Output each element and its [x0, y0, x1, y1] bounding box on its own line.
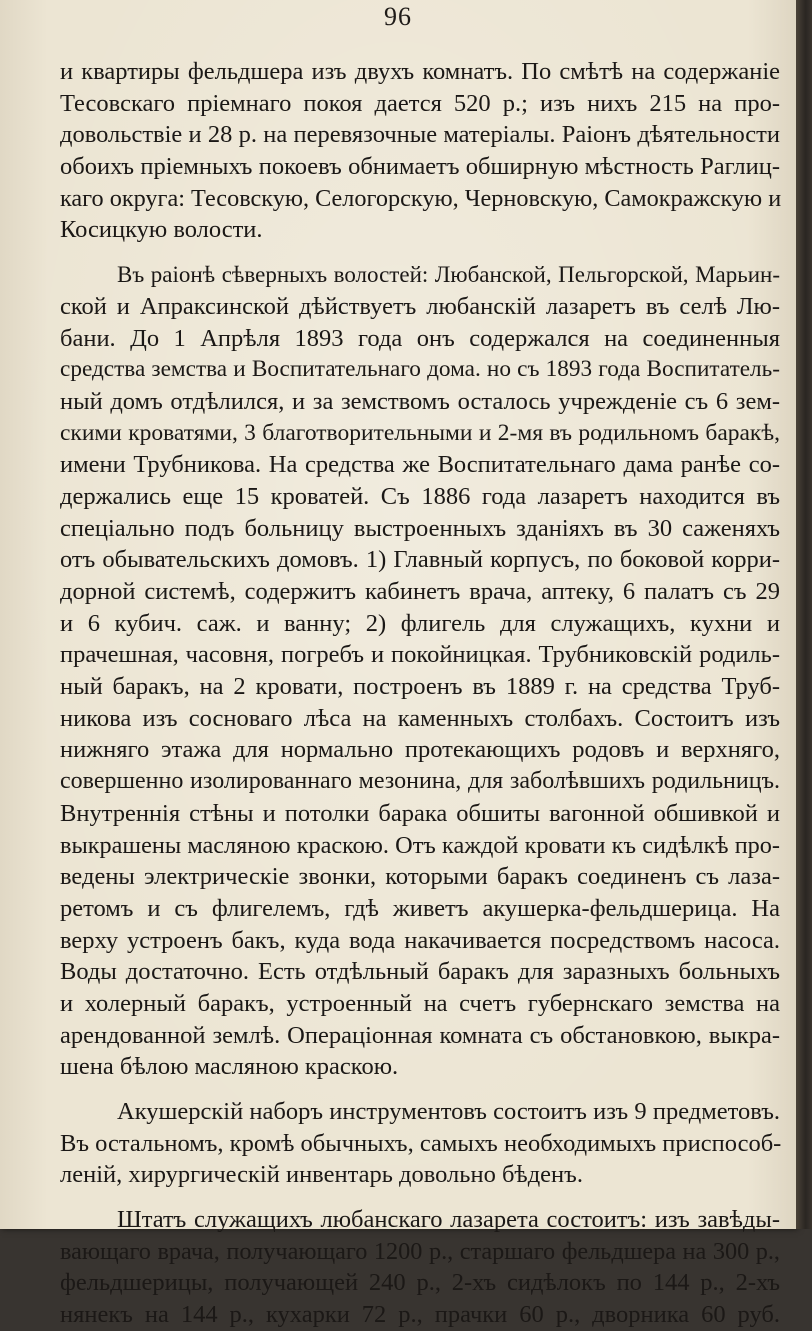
paragraph-gap: [60, 1083, 780, 1096]
text-line: Въ раіонѣ сѣверныхъ волостей: Любанской, Пельгорской, Марьин-: [117, 262, 780, 288]
text-line: ретомъ и съ флигелемъ, гдѣ живетъ акушерка-фельдшерица. На: [60, 894, 780, 922]
text-line: держались еще 15 кроватей. Съ 1886 года лазаретъ находится въ: [60, 482, 780, 510]
text-line: ный баракъ, на 2 кровати, построенъ въ 1889 г. на средства Труб-: [60, 673, 780, 701]
text-line: и 6 кубич. саж. и ванну; 2) флигель для служащихъ, кухни и: [60, 609, 780, 637]
text-line: леній, хирургическій инвентарь довольно бѣденъ.: [60, 1161, 583, 1189]
text-line: и холерный баракъ, устроенный на счетъ губернскаго земства на: [60, 989, 780, 1017]
text-line: дорной системѣ, содержитъ кабинетъ врача, аптеку, 6 палатъ съ 29: [60, 578, 780, 605]
page-number: 96: [384, 2, 412, 31]
paragraph-2: [60, 259, 780, 1083]
text-line: вающаго врача, получающаго 1200 р., старшаго фельдшера на 300 р.,: [60, 1237, 780, 1265]
text-line: ской и Апраксинской дѣйствуетъ любанскій лазаретъ въ селѣ Лю-: [60, 292, 780, 320]
paragraph-gap: [60, 246, 780, 259]
text-line: спеціально подъ больницу выстроенныхъ зданіяхъ въ 30 саженяхъ: [60, 514, 780, 542]
text-line: довольствіе и 28 р. на перевязочные матеріалы. Раіонъ дѣятельности: [60, 121, 780, 149]
text-line: верху устроенъ бакъ, куда вода накачивается посредствомъ насоса.: [60, 926, 780, 954]
text-line: Воды достаточно. Есть отдѣльный баракъ для заразныхъ больныхъ: [60, 958, 780, 986]
text-line: нянекъ на 144 р., кухарки 72 р., прачки 60 р., дворника 60 руб.: [60, 1301, 780, 1329]
text-line: выкрашены масляною краскою. Отъ каждой кровати къ сидѣлкѣ про-: [60, 831, 780, 859]
text-line: и квартиры фельдшера изъ двухъ комнатъ. По смѣтѣ на содержаніе: [60, 58, 780, 85]
paragraph-3: [60, 1096, 780, 1191]
text-line: Акушерскій наборъ инструментовъ состоитъ изъ 9 предметовъ.: [117, 1098, 780, 1125]
text-line: нижняго этажа для нормально протекающихъ родовъ и верхняго,: [60, 736, 780, 764]
text-line: отъ обывательскихъ домовъ. 1) Главный корпусъ, по боковой корри-: [60, 546, 780, 574]
paragraph-4: [60, 1204, 780, 1331]
text-line: фельдшерицы, получающей 240 р., 2-хъ сидѣлокъ по 144 р., 2-хъ: [60, 1269, 780, 1297]
text-line: ный домъ отдѣлился, и за земствомъ осталось учрежденіе съ 6 зем-: [60, 387, 780, 415]
text-line: совершенно изолированнаго мезонина, для заболѣвшихъ родильницъ.: [60, 768, 780, 795]
text-line: Въ остальномъ, кромѣ обычныхъ, самыхъ необходимыхъ приспособ-: [60, 1129, 782, 1157]
text-line: каго округа: Тесовскую, Селогорскую, Черновскую, Самокражскую и: [60, 184, 782, 212]
text-line: имени Трубникова. На средства же Воспитательнаго дама ранѣе со-: [60, 451, 780, 479]
text-line: Внутреннія стѣны и потолки барака обшиты вагонной обшивкой и: [60, 799, 780, 827]
text-line: прачешная, часовня, погребъ и покойницкая. Трубниковскій родиль-: [60, 641, 780, 669]
paragraph-gap: [60, 1191, 780, 1204]
text-line: бани. До 1 Апрѣля 1893 года онъ содержался на соединенныя: [60, 324, 780, 352]
text-line: Штатъ служащихъ любанскаго лазарета состоитъ: изъ завѣды-: [117, 1206, 780, 1234]
page-body-text: [60, 56, 780, 1331]
text-line: Косицкую волости.: [60, 216, 263, 244]
text-line: шена бѣлою масляною краскою.: [60, 1053, 399, 1081]
text-line: никова изъ сосноваго лѣса на каменныхъ столбахъ. Состоитъ изъ: [60, 704, 780, 732]
book-spine-edge: [796, 0, 812, 1229]
text-line: арендованной землѣ. Операціонная комната съ обстановкою, выкра-: [60, 1021, 780, 1049]
text-line: Тесовскаго пріемнаго покоя дается 520 р.; изъ нихъ 215 на про-: [60, 89, 780, 117]
text-line: обоихъ пріемныхъ покоевъ обнимаетъ обширную мѣстность Раглиц-: [60, 153, 780, 181]
text-line: ведены электрическіе звонки, которыми баракъ соединенъ съ лаза-: [60, 863, 780, 891]
text-line: скими кроватями, 3 благотворительными и 2-мя въ родильномъ баракѣ,: [60, 419, 780, 446]
text-line: средства земства и Воспитательнаго дома. но съ 1893 года Воспитатель-: [60, 356, 780, 383]
paragraph-1: [60, 56, 780, 246]
